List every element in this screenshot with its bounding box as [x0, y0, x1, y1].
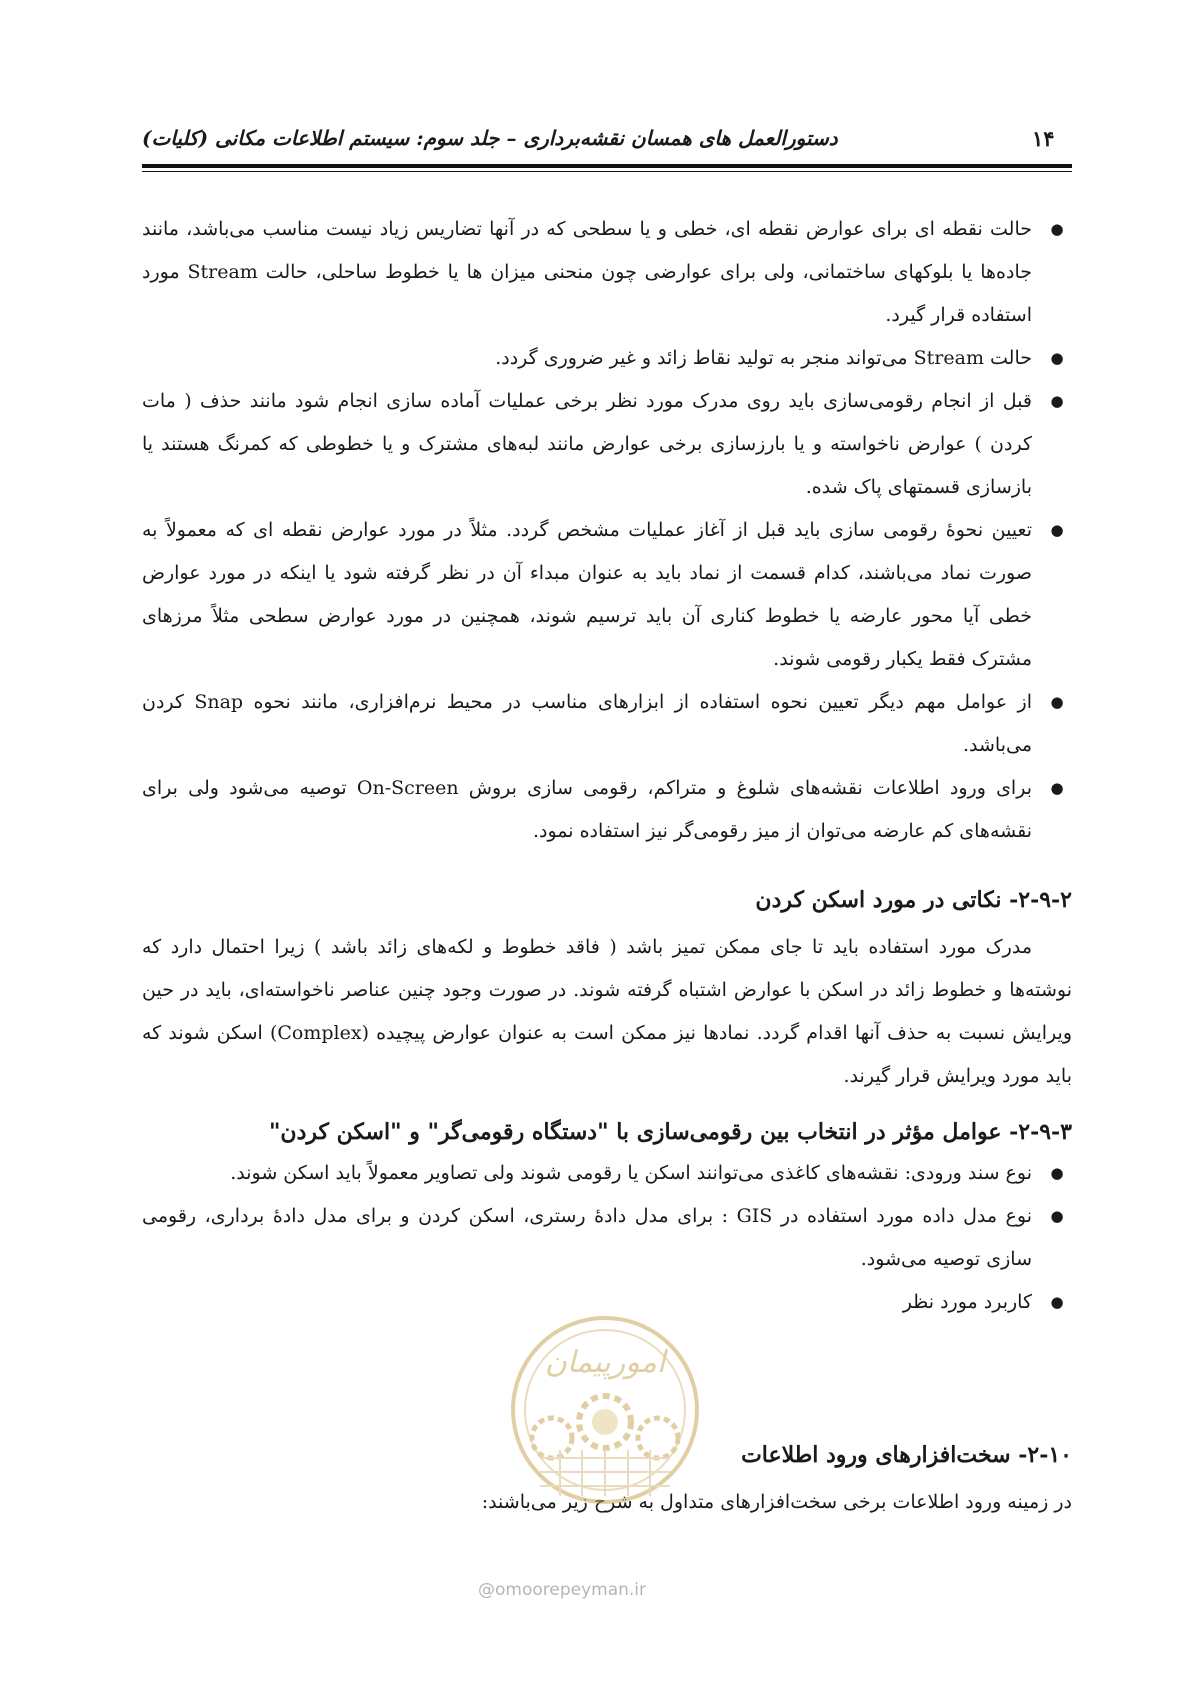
- section-scanning-notes: [142, 880, 1072, 1098]
- section-paragraph: مدرک مورد استفاده باید تا جای ممکن تمیز باشد ( فاقد خطوط و لکه‌های زائد باشد ) زیرا احتمال دارد که نوشته‌ها و خطوط زائد در اسکن با عوارض اشتباه گرفته شوند. در صورت وجود چنین عناصر ناخواسته‌ای، باید در حین ویرایش نسبت به حذف آنها اقدام گردد. نمادها نیز ممکن است به عنوان عوارض پیچیده (Complex) اسکن شوند که باید مورد ویرایش قرار گیرند.: [142, 936, 1073, 1087]
- list-item: [142, 380, 1072, 509]
- bullet-icon: ●: [1050, 392, 1064, 410]
- top-bullet-list-container: [142, 208, 1072, 853]
- list-item-text: قبل از انجام رقومی‌سازی باید روی مدرک مورد نظر برخی عملیات آماده سازی انجام شود مانند حذف ( مات کردن ) عوارض ناخواسته و یا بارزسازی برخی عوارض مانند لبه‌های مشترک و یا خطوطی که کمرنگ هستند یا بازسازی قسمتهای پاک شده.: [142, 390, 1032, 498]
- bullet-icon: ●: [1050, 349, 1064, 367]
- list-item: [142, 509, 1072, 681]
- page-number: ۱۴: [1032, 126, 1055, 151]
- bullet-icon: ●: [1050, 1207, 1064, 1225]
- list-item-text: حالت Stream می‌تواند منجر به تولید نقاط زائد و غیر ضروری گردد.: [495, 347, 1032, 369]
- list-item-text: نوع سند ورودی: نقشه‌های کاغذی می‌توانند اسکن یا رقومی شوند ولی تصاویر معمولاً باید اسکن شوند.: [230, 1162, 1032, 1184]
- list-item: [142, 767, 1072, 853]
- page-header: [142, 118, 1072, 154]
- bullet-icon: ●: [1050, 779, 1064, 797]
- list-item: [142, 1152, 1072, 1195]
- list-item-text: کاربرد مورد نظر: [902, 1291, 1032, 1313]
- top-bullet-list: [142, 208, 1072, 853]
- bullet-icon: ●: [1050, 1164, 1064, 1182]
- watermark-logo-icon: [490, 1310, 720, 1510]
- section-selection-factors: [142, 1112, 1072, 1324]
- list-item: [142, 337, 1072, 380]
- section-paragraph: در زمینه ورود اطلاعات برخی سخت‌افزارهای متداول به شرح زیر می‌باشند:: [481, 1491, 1072, 1513]
- bullet-icon: ●: [1050, 521, 1064, 539]
- watermark-logo-text: امورپیمان: [544, 1345, 666, 1380]
- factors-bullet-list: [142, 1152, 1072, 1324]
- list-item-text: نوع مدل داده مورد استفاده در GIS : برای مدل دادهٔ رستری، اسکن کردن و برای مدل دادهٔ برداری، رقومی سازی توصیه می‌شود.: [142, 1205, 1032, 1270]
- bullet-icon: ●: [1050, 1293, 1064, 1311]
- list-item-text: تعیین نحوهٔ رقومی سازی باید قبل از آغاز عملیات مشخص گردد. مثلاً در مورد عوارض نقطه ای که معمولاً به صورت نماد می‌باشند، کدام قسمت از نماد باید به عنوان مبداء آن در نظر گرفته شود یا اینکه در مورد عوارض خطی آیا محور عارضه یا خطوط کناری آن باید ترسیم شوند، همچنین در مورد عوارض سطحی مثلاً مرزهای مشترک فقط یکبار رقومی شوند.: [142, 519, 1032, 670]
- list-item-text: از عوامل مهم دیگر تعیین نحوه استفاده از ابزارهای مناسب در محیط نرم‌افزاری، مانند نحوه Snap کردن می‌باشد.: [142, 691, 1032, 756]
- header-rule-thick: [142, 164, 1072, 168]
- list-item: [142, 681, 1072, 767]
- header-rule-thin: [142, 171, 1072, 172]
- list-item: [142, 1195, 1072, 1281]
- list-item-text: حالت نقطه ای برای عوارض نقطه ای، خطی و یا سطحی که در آنها تضاریس زیاد نیست مناسب می‌باشد، مانند جاده‌ها یا بلوکهای ساختمانی، ولی برای عوارضی چون منحنی میزان ها یا خطوط ساحلی، حالت Stream مورد استفاده قرار گیرد.: [142, 218, 1032, 326]
- list-item: [142, 208, 1072, 337]
- section-heading: ۲-۹-۳- عوامل مؤثر در انتخاب بین رقومی‌سازی با "دستگاه رقومی‌گر" و "اسکن کردن": [268, 1119, 1072, 1145]
- section-heading: ۲-۱۰- سخت‌افزارهای ورود اطلاعات: [741, 1442, 1072, 1468]
- section-heading: ۲-۹-۲- نکاتی در مورد اسکن کردن: [755, 887, 1072, 913]
- list-item-text: برای ورود اطلاعات نقشه‌های شلوغ و متراکم، رقومی سازی بروش On-Screen توصیه می‌شود ولی برای نقشه‌های کم عارضه می‌توان از میز رقومی‌گر نیز استفاده نمود.: [142, 777, 1032, 842]
- bullet-icon: ●: [1050, 220, 1064, 238]
- bullet-icon: ●: [1050, 693, 1064, 711]
- watermark-url: @omoorepeyman.ir: [478, 1580, 647, 1600]
- header-title: دستورالعمل های همسان نقشه‌برداری – جلد سوم: سیستم اطلاعات مکانی (کلیات): [142, 126, 838, 150]
